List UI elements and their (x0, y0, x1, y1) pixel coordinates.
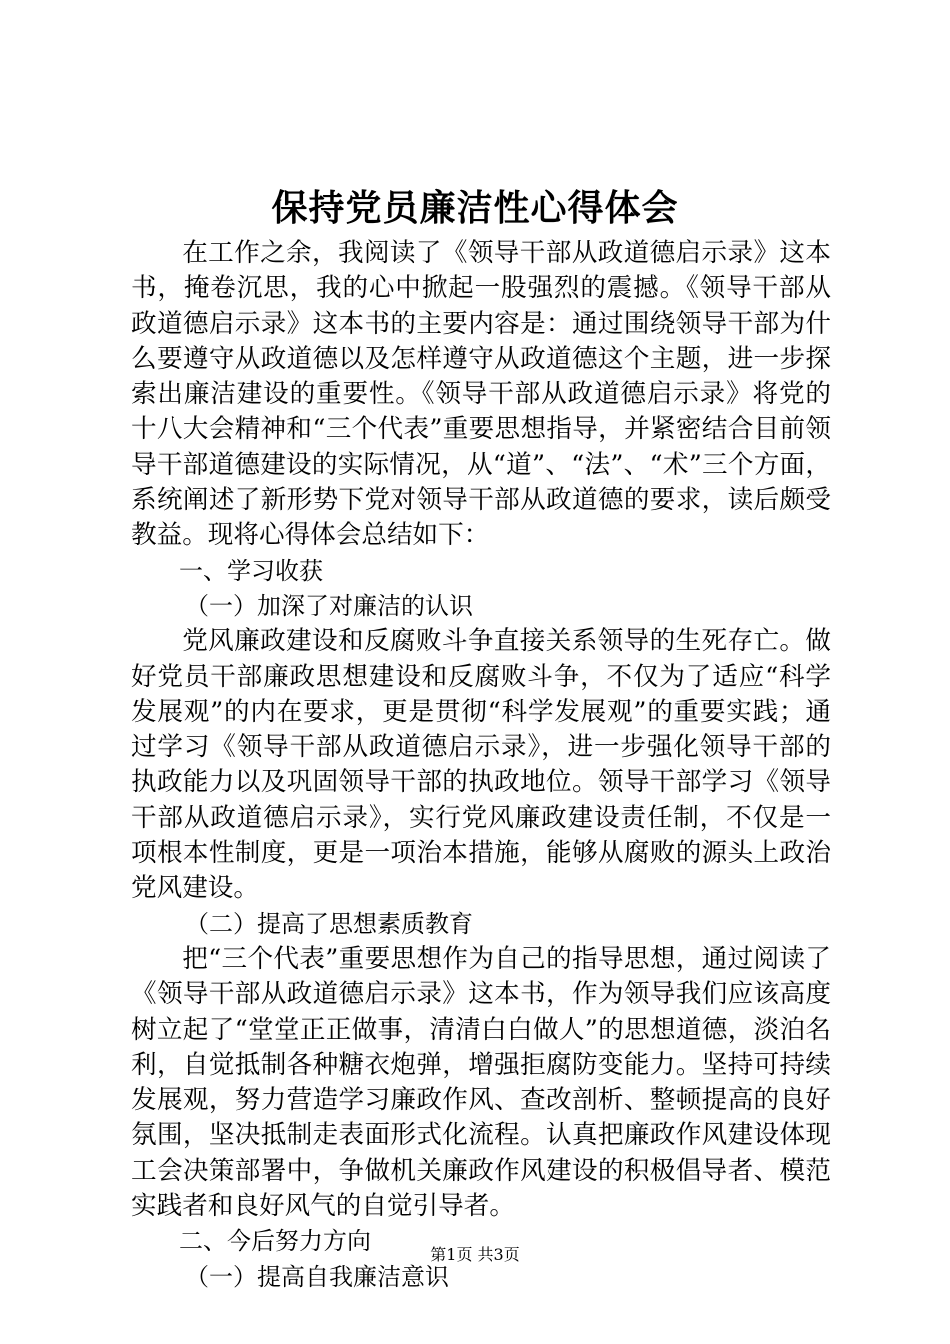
paragraph-intro: 在工作之余，我阅读了《领导干部从政道德启示录》这本书，掩卷沉思，我的心中掀起一股强烈的震撼。《领导干部从政道德启示录》这本书的主要内容是：通过围绕领导干部为什么要遵守从政道德以及怎样遵守从政道德这个主题，进一步探索出廉洁建设的重要性。《领导干部从政道德启示录》将党的十八大会精神和“三个代表”重要思想指导，并紧密结合目前领导干部道德建设的实际情况，从“道”、“法”、“术”三个方面，系统阐述了新形势下党对领导干部从政道德的要求，读后颇受教益。现将心得体会总结如下： (131, 238, 831, 551)
page-footer: 第1页 共3页 (430, 1245, 520, 1264)
paragraph-deepen-understanding: 党风廉政建设和反腐败斗争直接关系领导的生死存亡。做好党员干部廉政思想建设和反腐败斗争，不仅为了适应“科学发展观”的内在要求，更是贯彻“科学发展观”的重要实践；通过学习《领导干部从政道德启示录》，进一步强化领导干部的执政能力以及巩固领导干部的执政地位。领导干部学习《领导干部从政道德启示录》，实行党风廉政建设责任制，不仅是一项根本性制度，更是一项治本措施，能够从腐败的源头上政治党风建设。 (131, 626, 831, 904)
paragraph-ideological-quality: 把“三个代表”重要思想作为自己的指导思想，通过阅读了《领导干部从政道德启示录》这本书，作为领导我们应该高度树立起了“堂堂正正做事，清清白白做人”的思想道德，淡泊名利，自觉抵制各种糖衣炮弹，增强拒腐防变能力。坚持可持续发展观，努力营造学习廉政作风、查改剖析、整顿提高的良好氛围，坚决抵制走表面形式化流程。认真把廉政作风建设体现工会决策部署中，争做机关廉政作风建设的积极倡导者、模范实践者和良好风气的自觉引导者。 (131, 943, 831, 1222)
section-heading-learning-gains: 一、学习收获 (179, 556, 323, 585)
subsection-heading-deepen-understanding: （一）加深了对廉洁的认识 (185, 591, 473, 620)
subsection-heading-ideological-quality: （二）提高了思想素质教育 (185, 909, 473, 938)
document-title: 保持党员廉洁性心得体会 (271, 188, 679, 229)
section-heading-future-direction: 二、今后努力方向 (179, 1227, 371, 1256)
document-body (131, 236, 831, 1295)
subsection-heading-self-integrity: （一）提高自我廉洁意识 (185, 1262, 449, 1291)
